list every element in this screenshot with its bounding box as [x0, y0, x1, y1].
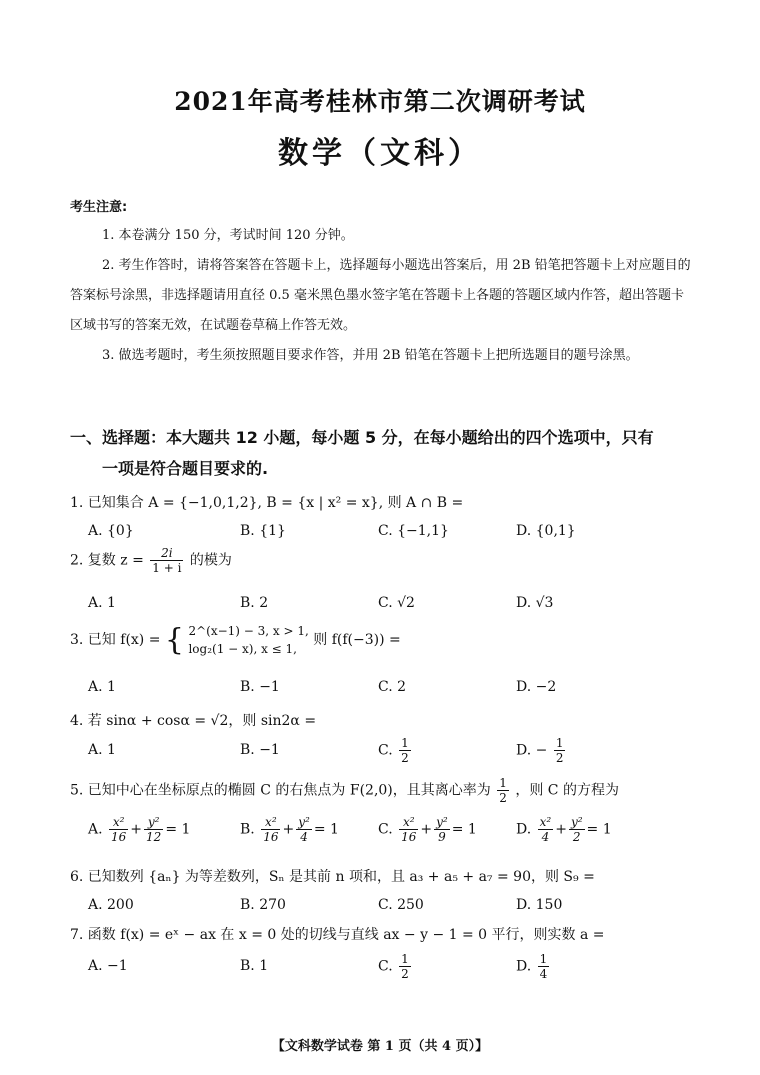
fraction-y: [144, 815, 163, 844]
option-c: C. √2: [378, 595, 415, 611]
question-6-stem: 6. 已知数列 {aₙ} 为等差数列，Sₙ 是其前 n 项和，且 a₃ + a₅ + a₇ = 90，则 S₉ =: [70, 869, 595, 885]
option-a: A. {0}: [88, 523, 134, 539]
option-label: C.: [378, 958, 393, 975]
fraction: [497, 776, 509, 805]
fraction-numerator: 1: [555, 736, 564, 750]
left-brace: {: [164, 622, 184, 658]
option-b: B. 2: [240, 595, 269, 611]
fraction-denominator: 4: [300, 830, 308, 844]
case-2: log₂(1 − x), x ≤ 1,: [188, 642, 297, 656]
question-5-stem: [70, 776, 710, 805]
fraction-denominator: 16: [401, 830, 417, 844]
option-a: A. 1: [88, 679, 116, 695]
fraction-numerator: 1: [499, 776, 507, 790]
fraction-numerator: y²: [144, 815, 163, 830]
question-5-suffix: ，则 C 的方程为: [515, 782, 619, 799]
option-label: C.: [378, 821, 393, 838]
question-2-stem: [70, 546, 710, 575]
question-2-suffix: 的模为: [189, 552, 232, 569]
option-b: B. −1: [240, 742, 280, 758]
option-a: A. 1: [88, 595, 116, 611]
notice-item-2: 2. 考生作答时，请将答案答在答题卡上，选择题每小题选出答案后，用 2B 铅笔把答题卡上对应题目的答案标号涂黑，非选择题请用直径 0.5 毫米黑色墨水签字笔在答题卡上各题的答题区域内作答，超出答题卡区域书写的答案无效，在试题卷草稿上作答无效。: [70, 258, 691, 333]
option-c: [378, 736, 413, 765]
option-c: C. 2: [378, 679, 407, 695]
question-3-stem: [70, 622, 710, 658]
section-heading: 一、选择题：本大题共 12 小题，每小题 5 分，在每小题给出的四个选项中，只有: [70, 428, 654, 447]
option-a: [88, 815, 190, 844]
option-a: A. −1: [88, 958, 128, 974]
fraction: [150, 546, 183, 575]
option-b: B. −1: [240, 679, 280, 695]
question-3-prefix: 3. 已知 f(x) =: [70, 632, 161, 648]
equals-one: = 1: [313, 821, 339, 838]
option-label: C.: [378, 742, 393, 759]
fraction: [538, 952, 550, 981]
option-label: D.: [516, 821, 532, 838]
fraction-numerator: 2i: [150, 546, 183, 561]
option-c: C. {−1,1}: [378, 523, 449, 539]
fraction: [399, 952, 411, 981]
fraction-y: [296, 815, 312, 844]
option-b: B. 270: [240, 897, 286, 913]
section-heading-cont: 一项是符合题目要求的.: [102, 459, 269, 478]
fraction-x: [261, 815, 280, 844]
option-a: A. 1: [88, 742, 116, 758]
fraction-numerator: 1: [539, 952, 548, 966]
fraction-denominator: 12: [146, 830, 162, 844]
exam-subtitle: 数学（文科）: [278, 136, 482, 171]
fraction-denominator: 4: [539, 967, 548, 981]
fraction-denominator: 2: [499, 791, 507, 805]
exam-title: 2021年高考桂林市第二次调研考试: [174, 87, 586, 116]
fraction-numerator: 1: [401, 736, 409, 750]
fraction-denominator: 16: [263, 830, 279, 844]
option-a: A. 200: [88, 897, 134, 913]
option-d: D. −2: [516, 679, 557, 695]
page-footer: 【文科数学试卷 第 1 页（共 4 页）】: [271, 1039, 489, 1054]
case-1: 2^(x−1) − 3, x > 1,: [188, 624, 309, 638]
fraction-numerator: y²: [436, 815, 448, 829]
fraction-y: [569, 815, 585, 844]
option-b: B. {1}: [240, 523, 286, 539]
fraction-denominator: 16: [111, 830, 127, 844]
equals-one: = 1: [586, 821, 612, 838]
fraction-y: [434, 815, 450, 844]
plus-sign: +: [555, 821, 567, 838]
fraction-numerator: y²: [298, 815, 310, 829]
fraction-denominator: 2: [572, 830, 581, 844]
fraction-numerator: y²: [570, 815, 583, 829]
option-d: D. {0,1}: [516, 523, 576, 539]
plus-sign: +: [130, 821, 143, 838]
fraction-denominator: 9: [438, 830, 446, 844]
option-c: [378, 815, 477, 844]
fraction-denominator: 2: [555, 751, 564, 765]
fraction-x: [538, 815, 554, 844]
fraction-numerator: 1: [401, 952, 409, 966]
fraction-x: [109, 815, 128, 844]
notice-item-3: 3. 做选考题时，考生须按照题目要求作答，并用 2B 铅笔在答题卡上把所选题目的题号涂黑。: [102, 348, 639, 363]
question-2-prefix: 2. 复数 z =: [70, 552, 144, 569]
fraction-x: [399, 815, 418, 844]
question-3-suffix: 则 f(f(−3)) =: [313, 632, 401, 648]
option-label: A.: [88, 821, 103, 838]
notice-item-1: 1. 本卷满分 150 分，考试时间 120 分钟。: [102, 228, 354, 243]
option-d: D. √3: [516, 595, 554, 611]
option-label: D.: [516, 958, 532, 975]
option-c: [378, 952, 413, 981]
fraction-denominator: 2: [401, 751, 409, 765]
option-label: B.: [240, 821, 255, 838]
option-c: C. 250: [378, 897, 424, 913]
question-5-prefix: 5. 已知中心在坐标原点的椭圆 C 的右焦点为 F(2,0)，且其离心率为: [70, 782, 491, 799]
question-7-stem: 7. 函数 f(x) = eˣ − ax 在 x = 0 处的切线与直线 ax − y − 1 = 0 平行，则实数 a =: [70, 927, 605, 943]
fraction-numerator: x²: [109, 815, 128, 830]
fraction-denominator: 4: [541, 830, 550, 844]
fraction-numerator: x²: [399, 815, 418, 830]
option-d: [516, 952, 551, 981]
option-b: B. 1: [240, 958, 269, 974]
fraction-numerator: x²: [261, 815, 280, 830]
question-1-stem: 1. 已知集合 A = {−1,0,1,2}, B = {x | x² = x}, 则 A ∩ B =: [70, 495, 464, 511]
question-4-stem: 4. 若 sinα + cosα = √2，则 sin2α =: [70, 713, 317, 729]
option-d: [516, 736, 567, 765]
plus-sign: +: [282, 821, 295, 838]
fraction-denominator: 2: [401, 967, 409, 981]
option-d: [516, 815, 612, 844]
fraction: [399, 736, 411, 765]
option-label: D. −: [516, 742, 548, 759]
option-d: D. 150: [516, 897, 563, 913]
notice-heading: 考生注意:: [70, 200, 128, 215]
fraction: [554, 736, 566, 765]
fraction-denominator: 1 + i: [152, 561, 182, 575]
equals-one: = 1: [451, 821, 477, 838]
option-b: [240, 815, 339, 844]
piecewise-cases: [188, 622, 308, 658]
fraction-numerator: x²: [539, 815, 552, 829]
equals-one: = 1: [165, 821, 191, 838]
plus-sign: +: [420, 821, 433, 838]
